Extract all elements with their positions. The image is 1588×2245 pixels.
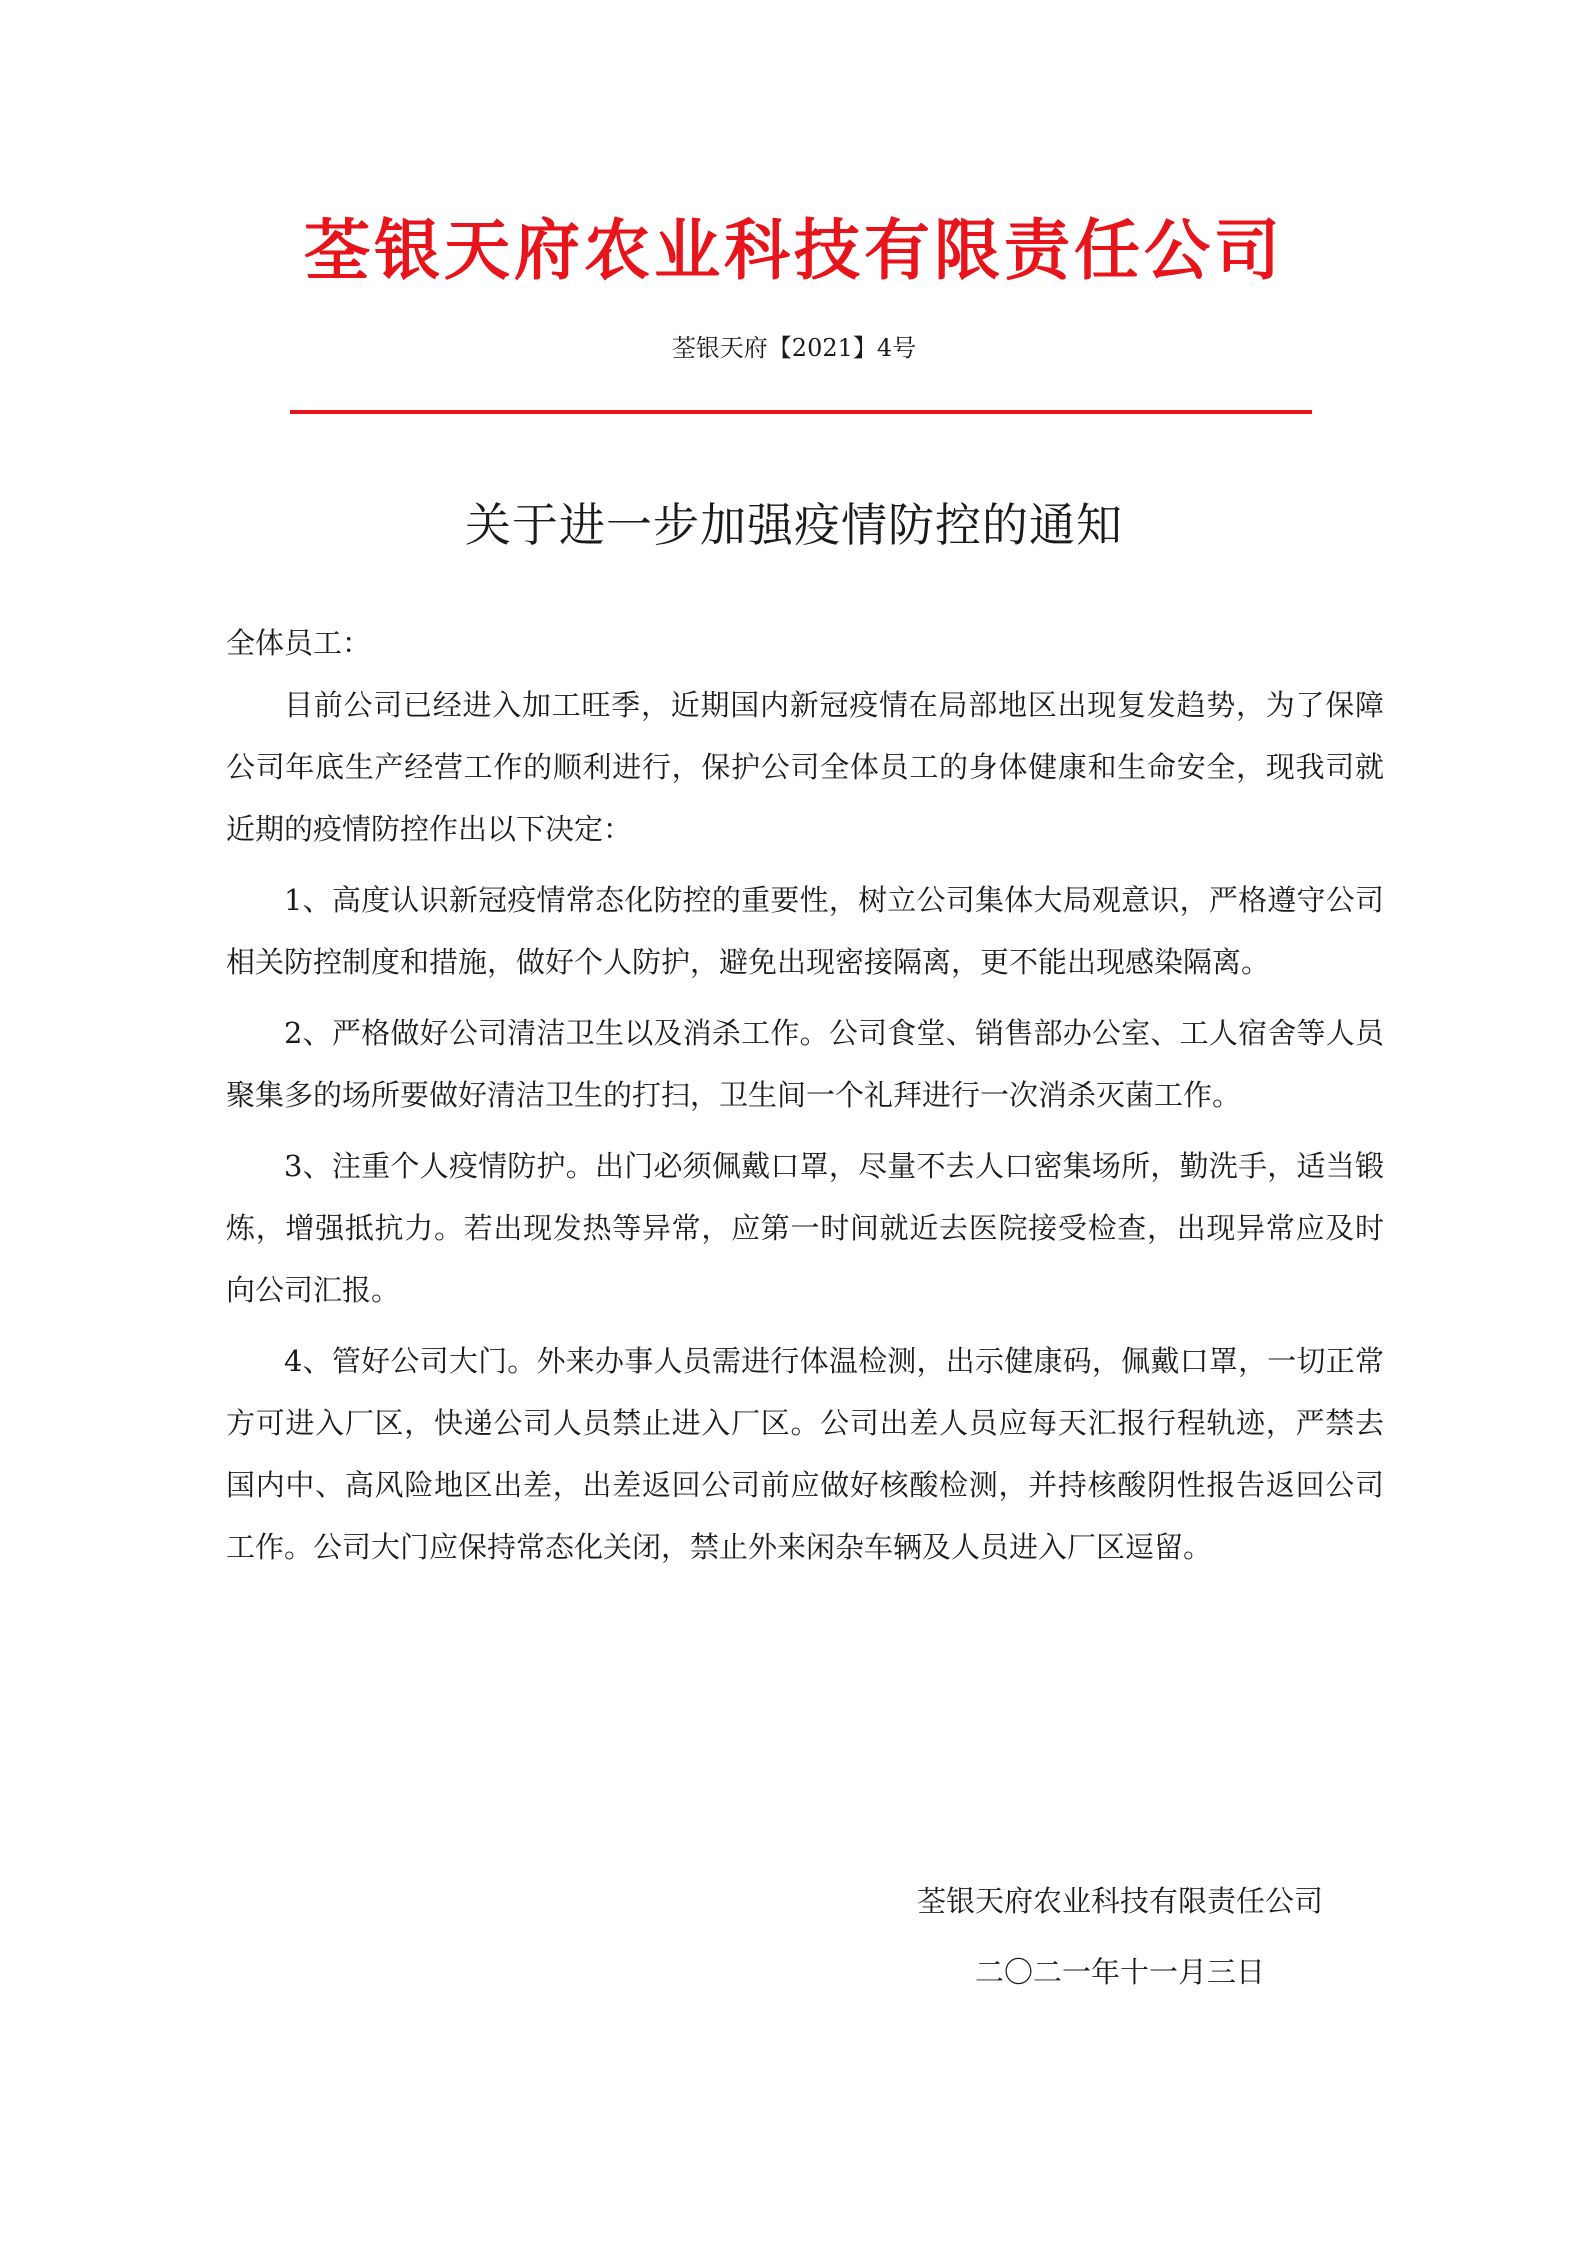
salutation: 全体员工：	[226, 626, 372, 660]
signature-company: 荃银天府农业科技有限责任公司	[916, 1884, 1323, 1918]
company-header: 荃银天府农业科技有限责任公司	[304, 211, 1284, 289]
paragraph-item-2: 2、严格做好公司清洁卫生以及消杀工作。公司食堂、销售部办公室、工人宿舍等人员聚集多的场所要做好清洁卫生的打扫，卫生间一个礼拜进行一次消杀灭菌工作。	[226, 1016, 1384, 1112]
notice-title: 关于进一步加强疫情防控的通知	[465, 498, 1123, 552]
paragraph-intro: 目前公司已经进入加工旺季，近期国内新冠疫情在局部地区出现复发趋势，为了保障公司年底生产经营工作的顺利进行，保护公司全体员工的身体健康和生命安全，现我司就近期的疫情防控作出以下决定：	[226, 688, 1384, 846]
paragraph-item-3: 3、注重个人疫情防护。出门必须佩戴口罩，尽量不去人口密集场所，勤洗手，适当锻炼，增强抵抗力。若出现发热等异常，应第一时间就近去医院接受检查，出现异常应及时向公司汇报。	[226, 1149, 1384, 1307]
signature-date: 二〇二一年十一月三日	[974, 1955, 1265, 1989]
notice-body	[226, 612, 1384, 1587]
paragraph-item-1: 1、高度认识新冠疫情常态化防控的重要性，树立公司集体大局观意识，严格遵守公司相关防控制度和措施，做好个人防护，避免出现密接隔离，更不能出现感染隔离。	[226, 883, 1384, 979]
header-divider	[290, 410, 1312, 414]
document-number: 荃银天府【2021】4号	[671, 334, 917, 362]
signature-block	[880, 1870, 1360, 2003]
paragraph-item-4: 4、管好公司大门。外来办事人员需进行体温检测，出示健康码，佩戴口罩，一切正常方可进入厂区，快递公司人员禁止进入厂区。公司出差人员应每天汇报行程轨迹，严禁去国内中、高风险地区出差，出差返回公司前应做好核酸检测，并持核酸阴性报告返回公司工作。公司大门应保持常态化关闭，禁止外来闲杂车辆及人员进入厂区逗留。	[226, 1344, 1384, 1564]
